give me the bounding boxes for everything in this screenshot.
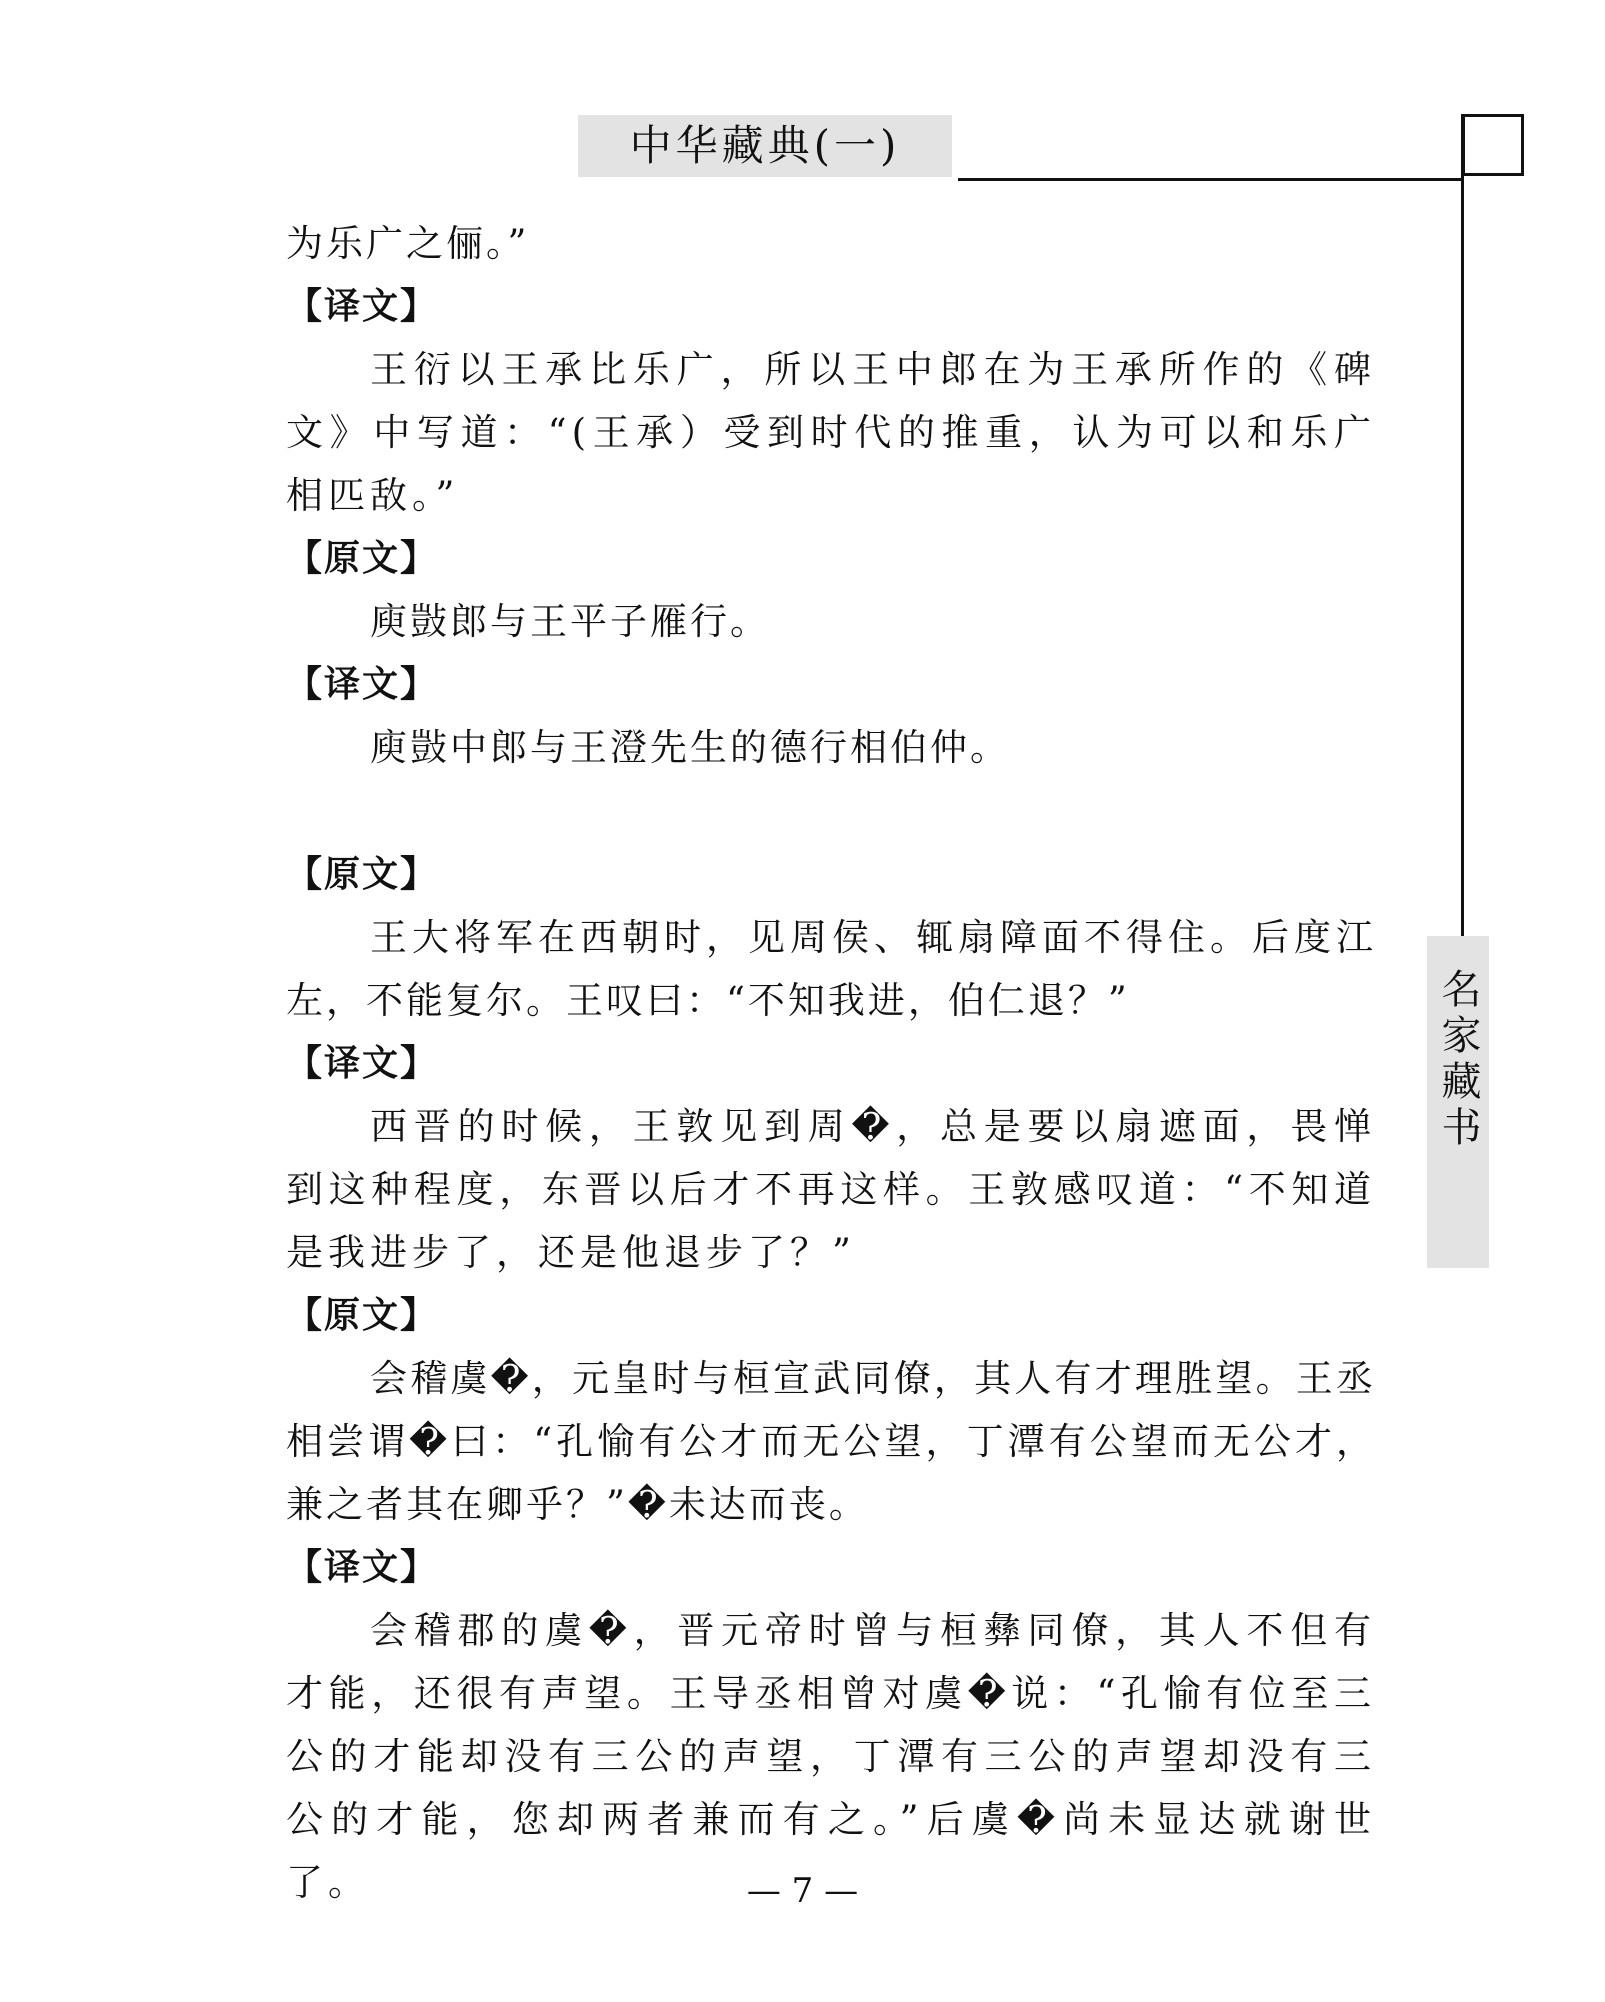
section-label-translation: 【译文】	[286, 1547, 439, 1588]
paragraph-translation: 王衍以王承比乐广，所以王中郎在为王承所作的《碑文》中写道：“(王承）受到时代的推重，认为可以和乐广相匹敌。”	[286, 348, 1376, 517]
page-number: — 7 —	[746, 1871, 859, 1911]
section-label-original: 【原文】	[286, 854, 439, 895]
page-body	[286, 212, 1376, 1914]
paragraph-translation: 西晋的时候，王敦见到周�，总是要以扇遮面，畏惮到这种程度，东晋以后才不再这样。王敦感叹道：“不知道是我进步了，还是他退步了？”	[286, 1105, 1376, 1274]
section-label-translation: 【译文】	[286, 664, 439, 705]
section-label-translation: 【译文】	[286, 286, 439, 327]
book-title: 中华藏典(一)	[629, 121, 901, 170]
paragraph-translation: 会稽郡的虞�，晋元帝时曾与桓彝同僚，其人不但有才能，还很有声望。王导丞相曾对虞�说：“孔愉有位至三公的才能却没有三公的声望，丁潭有三公的声望却没有三公的才能，您却两者兼而有之。”后虞�尚未显达就谢世了。	[286, 1609, 1376, 1904]
section-label-original: 【原文】	[286, 1295, 439, 1336]
side-tab-label: 名家藏书	[1435, 968, 1481, 1152]
paragraph-continuation: 为乐广之俪。”	[286, 222, 530, 265]
side-rule	[1461, 114, 1464, 936]
section-label-translation: 【译文】	[286, 1043, 439, 1084]
section-label-original: 【原文】	[286, 538, 439, 579]
corner-box	[1462, 114, 1524, 176]
section-gap	[286, 779, 1376, 843]
paragraph-original: 庾敱郎与王平子雁行。	[370, 600, 770, 643]
header-rule	[958, 178, 1462, 181]
paragraph-translation: 庾敱中郎与王澄先生的德行相伯仲。	[370, 726, 1010, 769]
paragraph-original: 会稽虞�，元皇时与桓宣武同僚，其人有才理胜望。王丞相尝谓�曰：“孔愉有公才而无公望，丁潭有公望而无公才，兼之者其在卿乎？”�未达而丧。	[286, 1357, 1376, 1526]
paragraph-original: 王大将军在西朝时，见周侯、辄扇障面不得住。后度江左，不能复尔。王叹曰：“不知我进，伯仁退？”	[286, 916, 1376, 1022]
